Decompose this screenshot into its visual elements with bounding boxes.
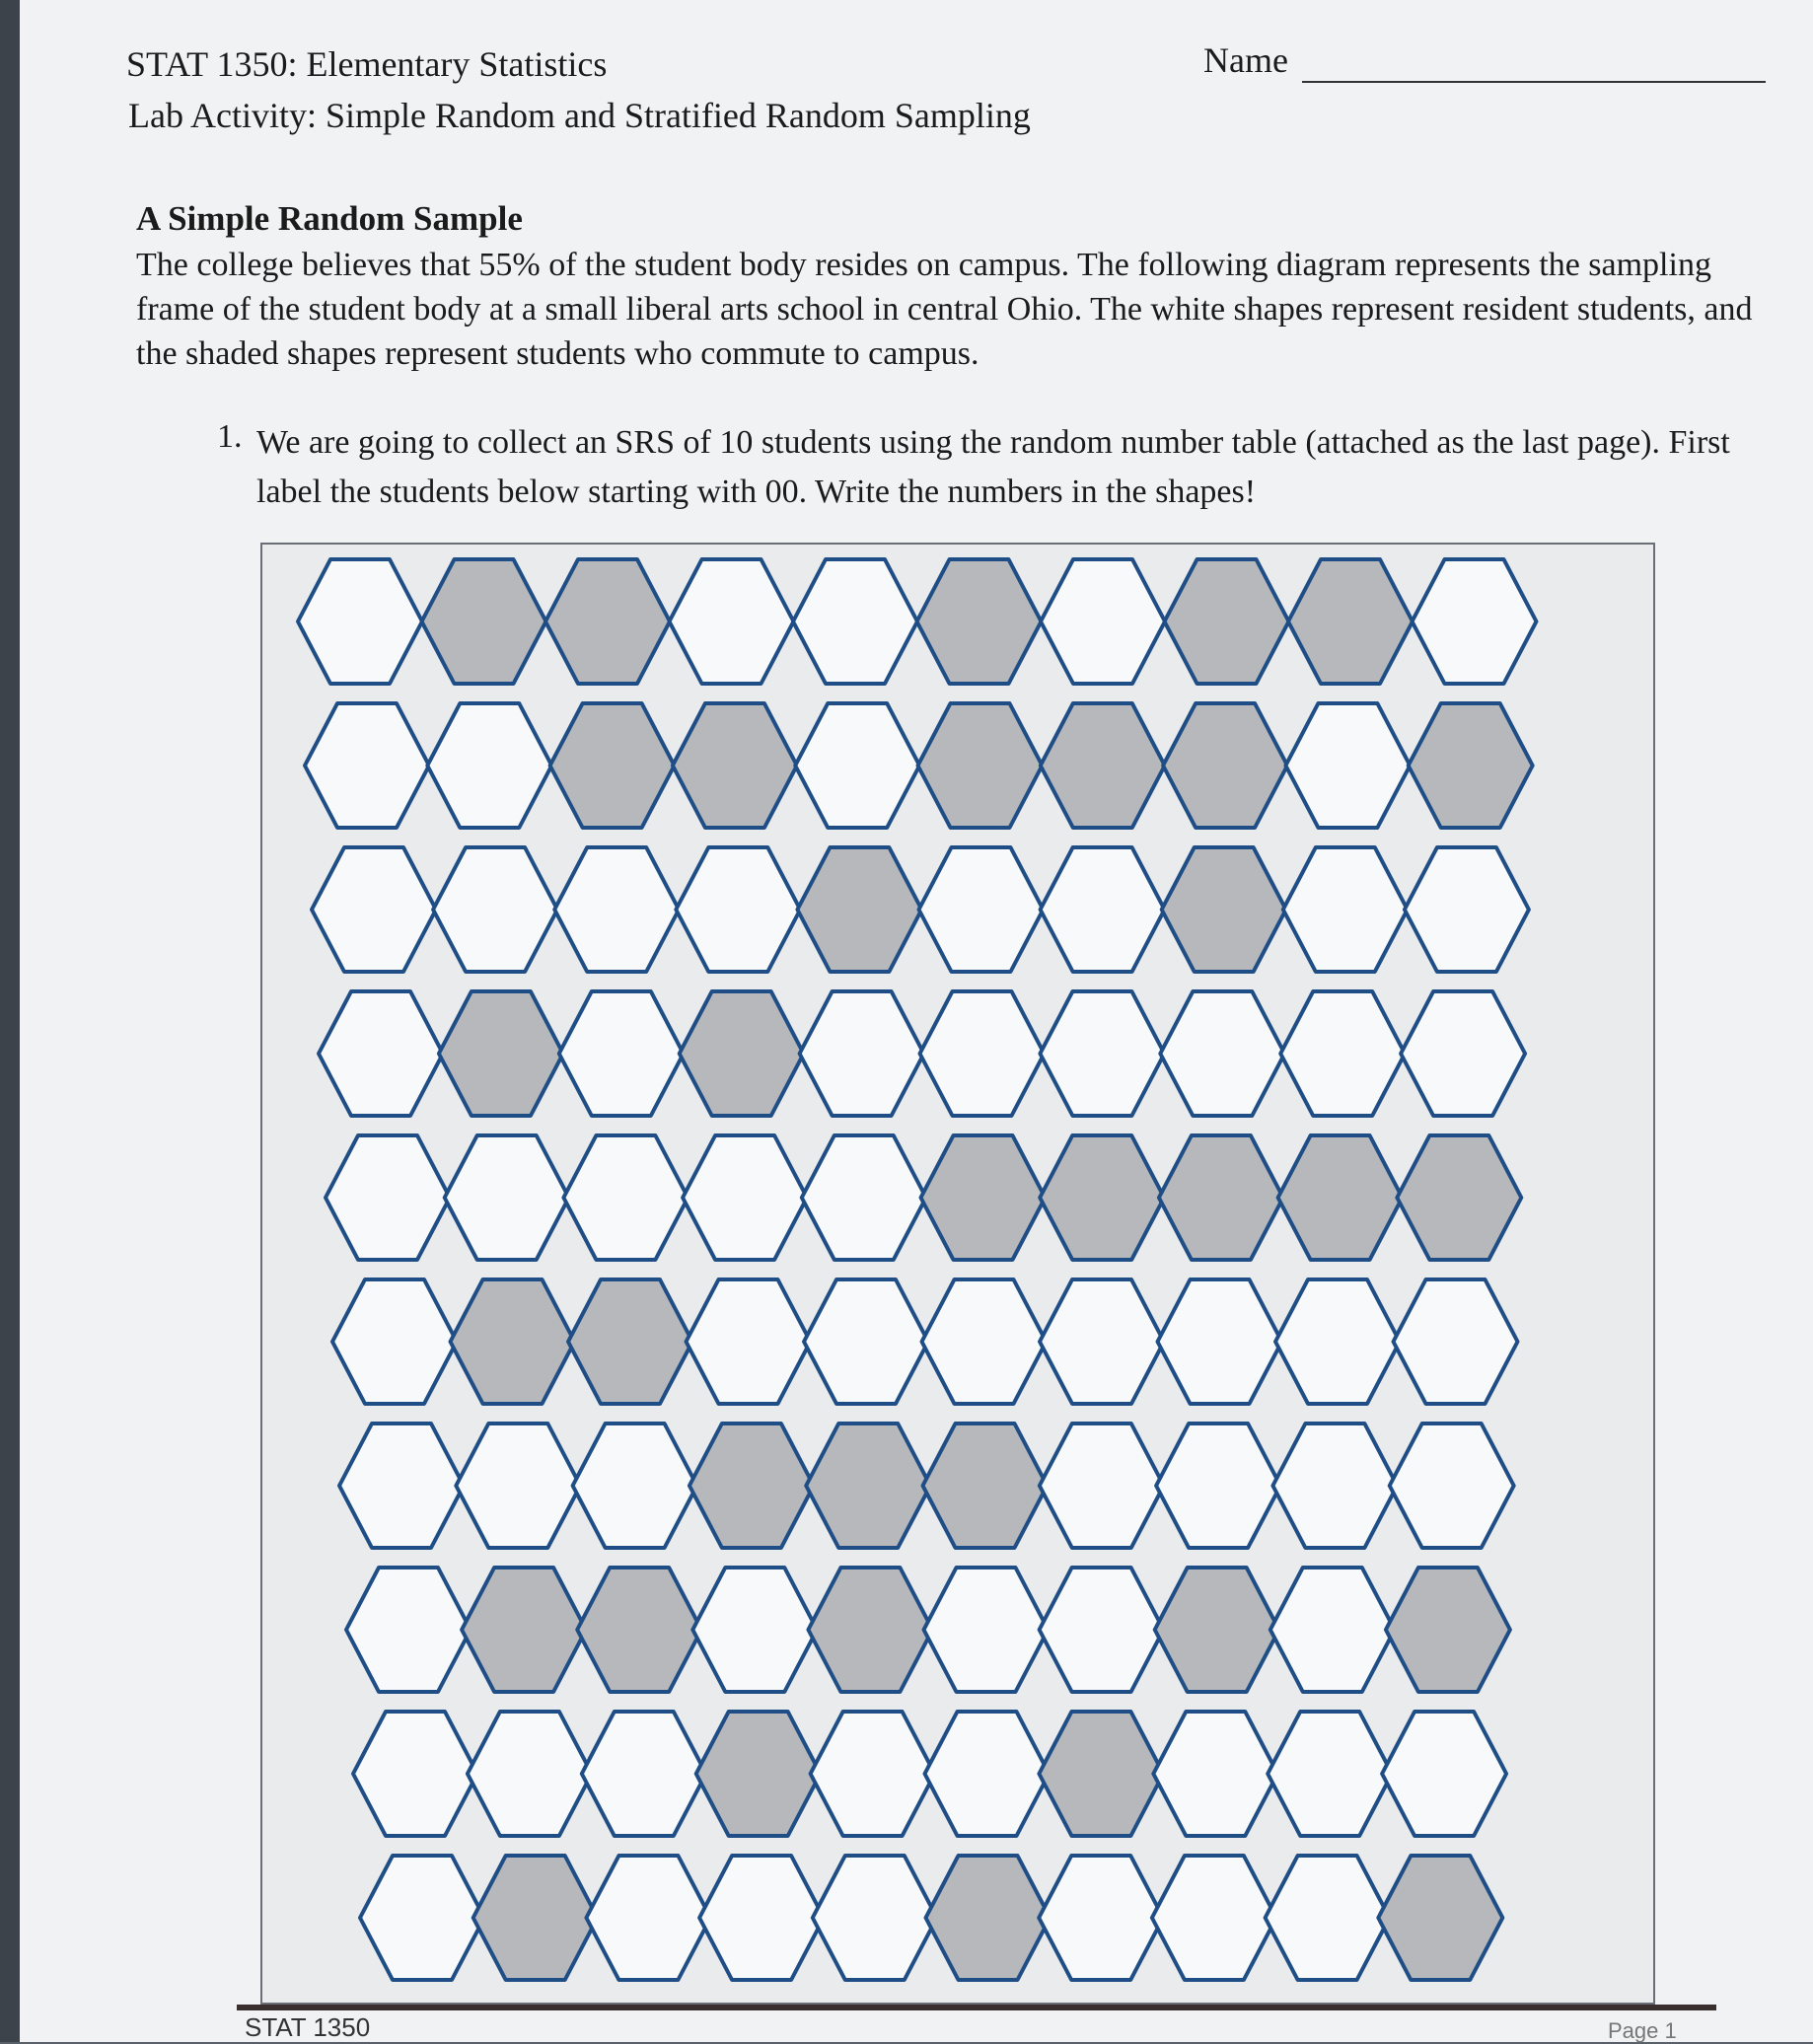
hexagon-commuter-student[interactable] [577,1568,701,1692]
hexagon-commuter-student[interactable] [568,1279,692,1404]
hexagon-resident-student[interactable] [925,1712,1050,1836]
hexagon-commuter-student[interactable] [550,703,675,828]
hexagon-resident-student[interactable] [670,559,794,684]
hexagon-resident-student[interactable] [1394,1279,1518,1404]
hexagon-resident-student[interactable] [1280,991,1405,1116]
hexagon-grid [262,545,1653,2003]
hexagon-resident-student[interactable] [811,1712,935,1836]
hexagon-resident-student[interactable] [804,1279,928,1404]
hexagon-resident-student[interactable] [1152,1856,1276,1980]
footer-course: STAT 1350 [245,2012,371,2042]
hexagon-resident-student[interactable] [692,1568,817,1692]
sampling-frame-diagram [260,543,1655,2005]
hexagon-resident-student[interactable] [1153,1712,1277,1836]
hexagon-resident-student[interactable] [1040,1279,1164,1404]
hexagon-resident-student[interactable] [1268,1712,1392,1836]
hexagon-commuter-student[interactable] [689,1424,814,1548]
hexagon-commuter-student[interactable] [680,991,804,1116]
hexagon-resident-student[interactable] [1401,991,1525,1116]
hexagon-resident-student[interactable] [433,847,557,972]
hexagon-resident-student[interactable] [920,991,1045,1116]
footer-rule [237,2005,1716,2010]
hexagon-commuter-student[interactable] [1278,1135,1403,1260]
hexagon-resident-student[interactable] [1390,1424,1514,1548]
hexagon-resident-student[interactable] [563,1135,688,1260]
hexagon-commuter-student[interactable] [451,1279,575,1404]
hexagon-resident-student[interactable] [1158,1279,1282,1404]
hexagon-resident-student[interactable] [687,1279,811,1404]
hexagon-resident-student[interactable] [1040,1568,1164,1692]
hexagon-commuter-student[interactable] [1163,703,1287,828]
hexagon-resident-student[interactable] [326,1135,450,1260]
hexagon-resident-student[interactable] [1382,1712,1506,1836]
hexagon-resident-student[interactable] [1266,1856,1390,1980]
hexagon-resident-student[interactable] [586,1856,710,1980]
hexagon-resident-student[interactable] [800,991,924,1116]
hexagon-commuter-student[interactable] [917,559,1042,684]
hexagon-commuter-student[interactable] [1040,1135,1164,1260]
screen-bezel [0,0,20,2042]
hexagon-resident-student[interactable] [1413,559,1537,684]
hexagon-commuter-student[interactable] [806,1424,930,1548]
hexagon-commuter-student[interactable] [1159,1135,1283,1260]
hexagon-commuter-student[interactable] [1386,1568,1510,1692]
section-heading: A Simple Random Sample [136,199,523,238]
question-number: 1. [217,418,243,455]
hexagon-resident-student[interactable] [1275,1279,1400,1404]
hexagon-commuter-student[interactable] [673,703,797,828]
hexagon-commuter-student[interactable] [1409,703,1533,828]
hexagon-resident-student[interactable] [339,1424,464,1548]
hexagon-commuter-student[interactable] [1288,559,1413,684]
hexagon-resident-student[interactable] [1285,703,1410,828]
hexagon-resident-student[interactable] [683,1135,807,1260]
hexagon-commuter-student[interactable] [1155,1568,1279,1692]
hexagon-resident-student[interactable] [445,1135,569,1260]
hexagon-resident-student[interactable] [305,703,429,828]
hexagon-commuter-student[interactable] [808,1568,932,1692]
hexagon-commuter-student[interactable] [545,559,670,684]
hexagon-commuter-student[interactable] [797,847,921,972]
hexagon-commuter-student[interactable] [473,1856,598,1980]
hexagon-resident-student[interactable] [554,847,679,972]
hexagon-resident-student[interactable] [559,991,684,1116]
hexagon-commuter-student[interactable] [1397,1135,1521,1260]
hexagon-commuter-student[interactable] [422,559,546,684]
hexagon-commuter-student[interactable] [1165,559,1289,684]
name-field-line[interactable] [1302,81,1766,83]
hexagon-resident-student[interactable] [319,991,443,1116]
hexagon-resident-student[interactable] [813,1856,937,1980]
hexagon-resident-student[interactable] [1270,1568,1395,1692]
hexagon-resident-student[interactable] [795,703,919,828]
hexagon-resident-student[interactable] [298,559,422,684]
hexagon-resident-student[interactable] [924,1568,1049,1692]
hexagon-resident-student[interactable] [456,1424,580,1548]
hexagon-resident-student[interactable] [1041,559,1165,684]
hexagon-resident-student[interactable] [353,1712,477,1836]
hexagon-commuter-student[interactable] [1378,1856,1502,1980]
hexagon-resident-student[interactable] [676,847,800,972]
hexagon-commuter-student[interactable] [926,1856,1051,1980]
hexagon-resident-student[interactable] [922,1279,1047,1404]
course-title: STAT 1350: Elementary Statistics [126,44,608,84]
hexagon-resident-student[interactable] [582,1712,706,1836]
hexagon-resident-student[interactable] [1283,847,1408,972]
hexagon-commuter-student[interactable] [462,1568,586,1692]
hexagon-resident-student[interactable] [468,1712,592,1836]
hexagon-resident-student[interactable] [699,1856,824,1980]
hexagon-commuter-student[interactable] [1162,847,1286,972]
lab-title: Lab Activity: Simple Random and Stratified Random Sampling [128,96,1031,135]
hexagon-resident-student[interactable] [1156,1424,1280,1548]
hexagon-commuter-student[interactable] [1039,1712,1163,1836]
hexagon-resident-student[interactable] [1041,847,1165,972]
hexagon-resident-student[interactable] [802,1135,926,1260]
hexagon-resident-student[interactable] [1160,991,1284,1116]
hexagon-resident-student[interactable] [332,1279,457,1404]
hexagon-commuter-student[interactable] [923,1424,1048,1548]
name-label: Name [1203,40,1288,80]
hexagon-resident-student[interactable] [1039,1856,1163,1980]
hexagon-resident-student[interactable] [573,1424,697,1548]
hexagon-commuter-student[interactable] [1041,703,1165,828]
hexagon-commuter-student[interactable] [439,991,563,1116]
hexagon-commuter-student[interactable] [921,1135,1046,1260]
hexagon-resident-student[interactable] [1405,847,1529,972]
question-text: We are going to collect an SRS of 10 students using the random number table (attached as the last page). First label the students below starting with 00. Write the numbers in the shapes! [256,424,1730,510]
hexagon-commuter-student[interactable] [918,703,1043,828]
hexagon-resident-student[interactable] [1040,991,1164,1116]
hexagon-resident-student[interactable] [427,703,551,828]
hexagon-resident-student[interactable] [312,847,436,972]
hexagon-resident-student[interactable] [1040,1424,1164,1548]
hexagon-resident-student[interactable] [1272,1424,1397,1548]
hexagon-resident-student[interactable] [919,847,1044,972]
hexagon-resident-student[interactable] [346,1568,471,1692]
hexagon-resident-student[interactable] [360,1856,484,1980]
intro-paragraph: The college believes that 55% of the student body resides on campus. The following diagram represents the sampling frame of the student body at a small liberal arts school in central Ohio. The white shapes represent resident students, and the shaded shapes represent students who commute to campus. [136,247,1753,372]
hexagon-resident-student[interactable] [793,559,917,684]
hexagon-commuter-student[interactable] [696,1712,821,1836]
document-page [20,0,1813,2042]
footer-page-number: Page 1 [1608,2018,1677,2043]
